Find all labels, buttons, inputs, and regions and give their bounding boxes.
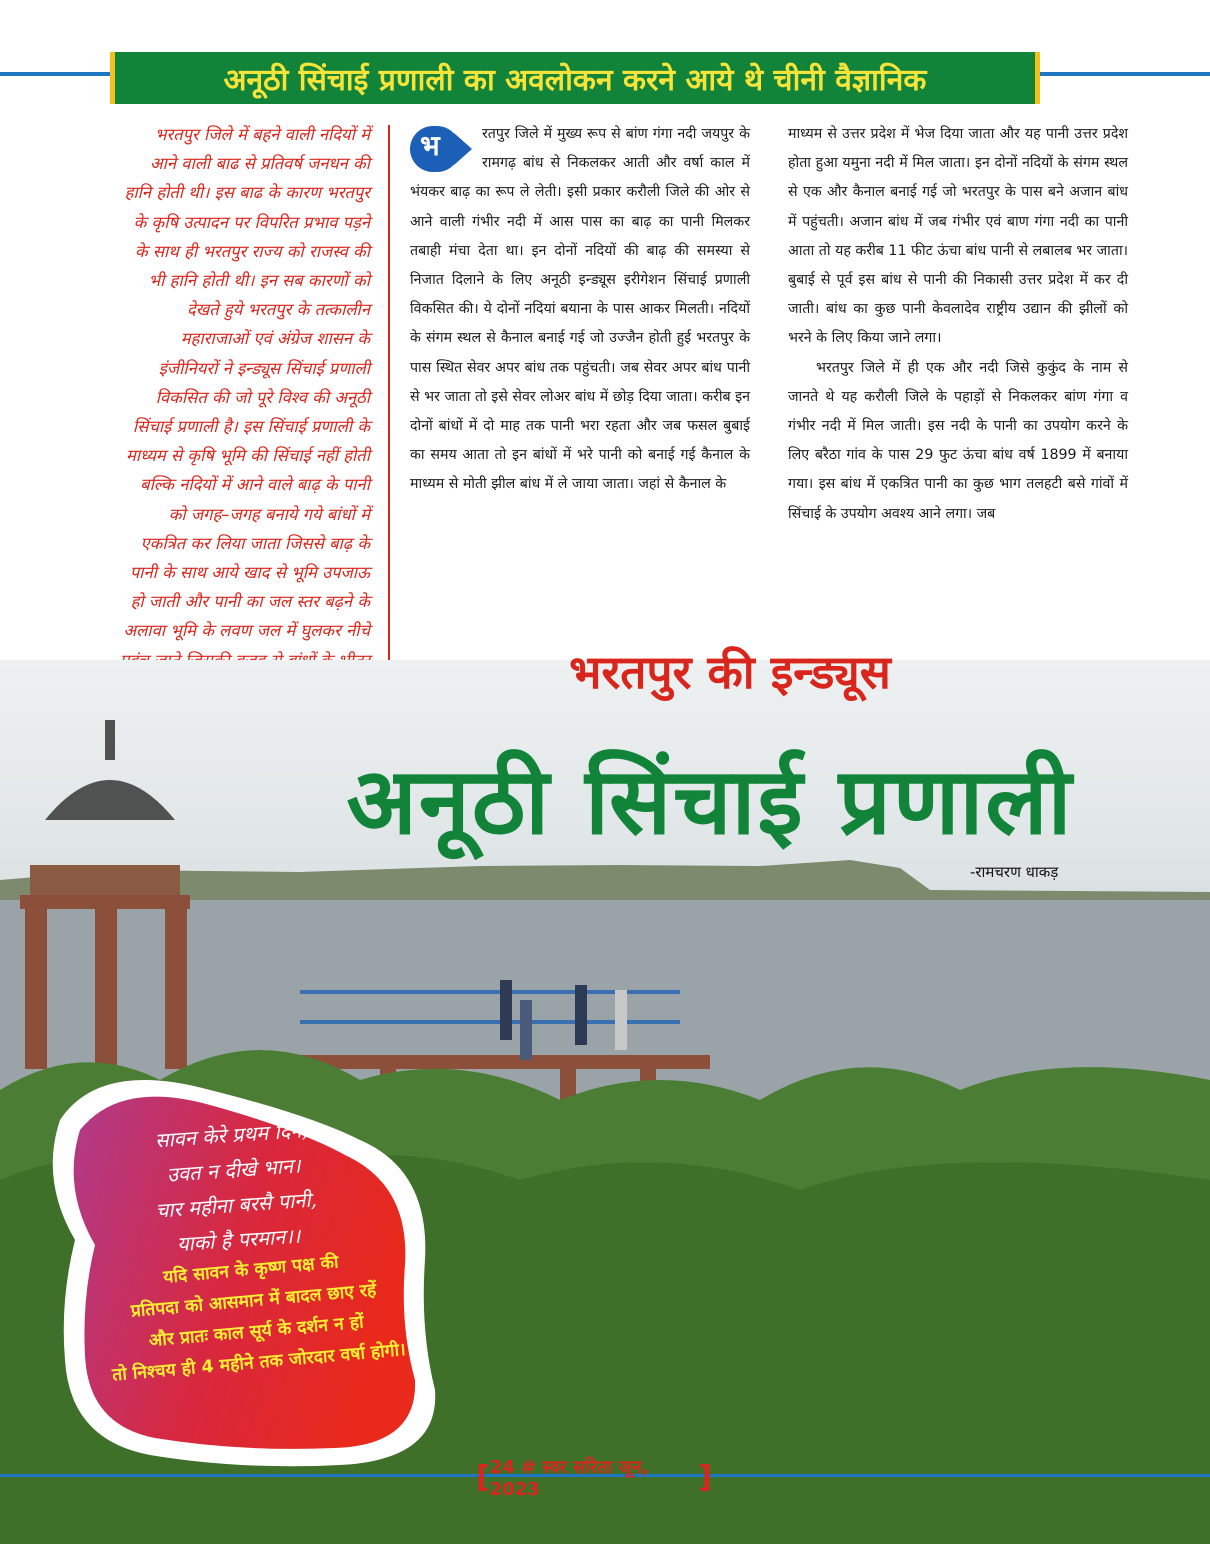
intro-line: के साथ ही भरतपुर राज्य को राजस्व की <box>134 241 370 261</box>
page-footer <box>476 1456 712 1500</box>
verse-line: उवत न दीखे भान। <box>166 1153 302 1187</box>
callout-verse <box>95 1109 374 1267</box>
intro-line: हानि होती थी। इस बाढ के कारण भरतपुर <box>124 183 370 203</box>
intro-line: देखते हुये भरतपुर के तत्कालीन <box>187 300 370 320</box>
verse-line: चार महीना बरसै पानी, <box>154 1187 318 1223</box>
footer-text: 24 # स्वर सरिता जून, 2023 <box>489 1456 649 1500</box>
verse-line: सावन केरे प्रथम दिन, <box>154 1117 309 1153</box>
intro-line: माध्यम से कृषि भूमि की सिंचाई नहीं होती <box>125 446 370 466</box>
article-column-1 <box>410 120 750 500</box>
intro-line: को जगह–जगह बनाये गये बांधों में <box>168 504 370 524</box>
intro-line: इंजीनियरों ने इन्ड्यूस सिंचाई प्रणाली <box>158 358 370 378</box>
article-paragraph: रतपुर जिले में मुख्य रूप से बांण गंगा नदी जयपुर के रामगढ़ बांध से निकलकर आती और वर्षा काल में भंयकर बाढ़ का रूप ले लेती। इसी प्रकार करौली जिले की ओर से आने वाली गंभीर नदी में आस पास का बाढ़ का पानी मिलकर तबाही मंचा देता था। इन दोनों नदियों की बाढ़ की समस्या से निजात दिलाने के लिए अनूठी इन्ड्यूस इरीगेशन सिंचाई प्रणाली विकसित की। ये दोनों नदियां बयाना के पास आकर मिलती। नदियों के संगम स्थल से कैनाल बनाई गई जो उज्जैन होती हुई भरतपुर के पास स्थित सेवर अपर बांध तक पहुंचती। जब सेवर अपर बांध पानी से भर जाता तो इसे सेवर लोअर बांध में छोड़ दिया जाता। करीब इन दोनों बांधों में दो माह तक पानी भरा रहता और जब फसल बुबाई का समय आता तो इन बांधों में भरे पानी को बनाई गई कैनाल के माध्यम से मोती झील बांध में ले जाया जाता। जहां से कैनाल के <box>410 126 750 493</box>
bracket-right-icon: ] <box>698 1459 712 1495</box>
meaning-line: तो निश्चय ही 4 महीने तक जोरदार वर्षा होगी। <box>111 1340 407 1386</box>
meaning-line: यदि सावन के कृष्ण पक्ष की <box>162 1252 340 1288</box>
intro-line: पानी के साथ आये खाद से भूमि उपजाऊ <box>129 563 370 583</box>
intro-line: के कृषि उत्पादन पर विपरित प्रभाव पड़ने <box>133 212 370 232</box>
article-paragraph: माध्यम से उत्तर प्रदेश में भेज दिया जाता और यह पानी उत्तर प्रदेश होता हुआ यमुना नदी में मिल जाता। इन दोनों नदियों के संगम स्थल से एक और कैनाल बनाई गई जो भरतपुर के पास बने अजान बांध में पहुंचती। अजान बांध में जब गंभीर एवं बाण गंगा नदी का पानी आता तो यह करीब 11 फीट ऊंचा बांध पानी से लबालब भर जाता। बुबाई से पूर्व इस बांध से पानी की निकासी उत्तर प्रदेश में कर दी जाती। बांध का कुछ पानी केवलादेव राष्ट्रीय उद्यान की झीलों को भरने के लिए किया जाने लगा। <box>788 126 1128 347</box>
intro-line: अलावा भूमि के लवण जल में घुलकर नीचे <box>123 621 370 641</box>
intro-line: विकसित की जो पूरे विश्व की अनूठी <box>155 387 370 407</box>
intro-line: सिंचाई प्रणाली है। इस सिंचाई प्रणाली के <box>132 417 370 437</box>
intro-line: भी हानि होती थी। इन सब कारणों को <box>148 271 370 291</box>
dropcap <box>410 126 472 174</box>
subheadline: भरतपुर की इन्ड्यूस <box>569 645 891 699</box>
intro-column <box>40 120 370 704</box>
banner-title: अनूठी सिंचाई प्रणाली का अवलोकन करने आये थे चीनी वैज्ञानिक <box>223 62 927 98</box>
intro-line: आने वाली बाढ से प्रतिवर्ष जनधन की <box>150 154 370 174</box>
bracket-left-icon: [ <box>476 1459 490 1495</box>
main-headline: अनूठी सिंचाई प्रणाली <box>346 748 1074 855</box>
intro-line: हो जाती और पानी का जल स्तर बढ़ने के <box>130 592 370 612</box>
headline-banner <box>110 52 1040 104</box>
author-byline: -रामचरण धाकड़ <box>970 863 1059 881</box>
intro-line: भरतपुर जिले में बहने वाली नदियों में <box>154 125 370 144</box>
dropcap-letter: भ <box>420 129 440 162</box>
article-column-2 <box>788 120 1128 529</box>
intro-line: एकत्रित कर लिया जाता जिससे बाढ़ के <box>140 533 370 553</box>
article-paragraph: भरतपुर जिले में ही एक और नदी जिसे कुकुंद के नाम से जानते थे यह करौली जिले के पहाड़ों से निकलकर बांण गंगा व गंभीर नदी में मिल जाती। इस नदी के पानी का उपयोग करने के लिए बरैठा गांव के पास 29 फुट ऊंचा बांध वर्ष 1899 में बनाया गया। इस बांध में एकत्रित पानी का कुछ भाग तलहटी बसे गांवों में सिंचाई के उपयोग अवश्य आने लगा। जब <box>788 359 1128 522</box>
arrow-right-icon <box>454 133 472 165</box>
meaning-line: और प्रातः काल सूर्य के दर्शन न हों <box>148 1312 365 1352</box>
meaning-line: प्रतिपदा को आसमान में बादल छाए रहें <box>130 1280 378 1322</box>
intro-line: महाराजाओं एवं अंग्रेज शासन के <box>180 329 370 349</box>
column-divider <box>388 125 390 710</box>
intro-line: बल्कि नदियों में आने वाले बाढ़ के पानी <box>140 475 370 495</box>
verse-line: याको है परमान।। <box>176 1223 302 1257</box>
